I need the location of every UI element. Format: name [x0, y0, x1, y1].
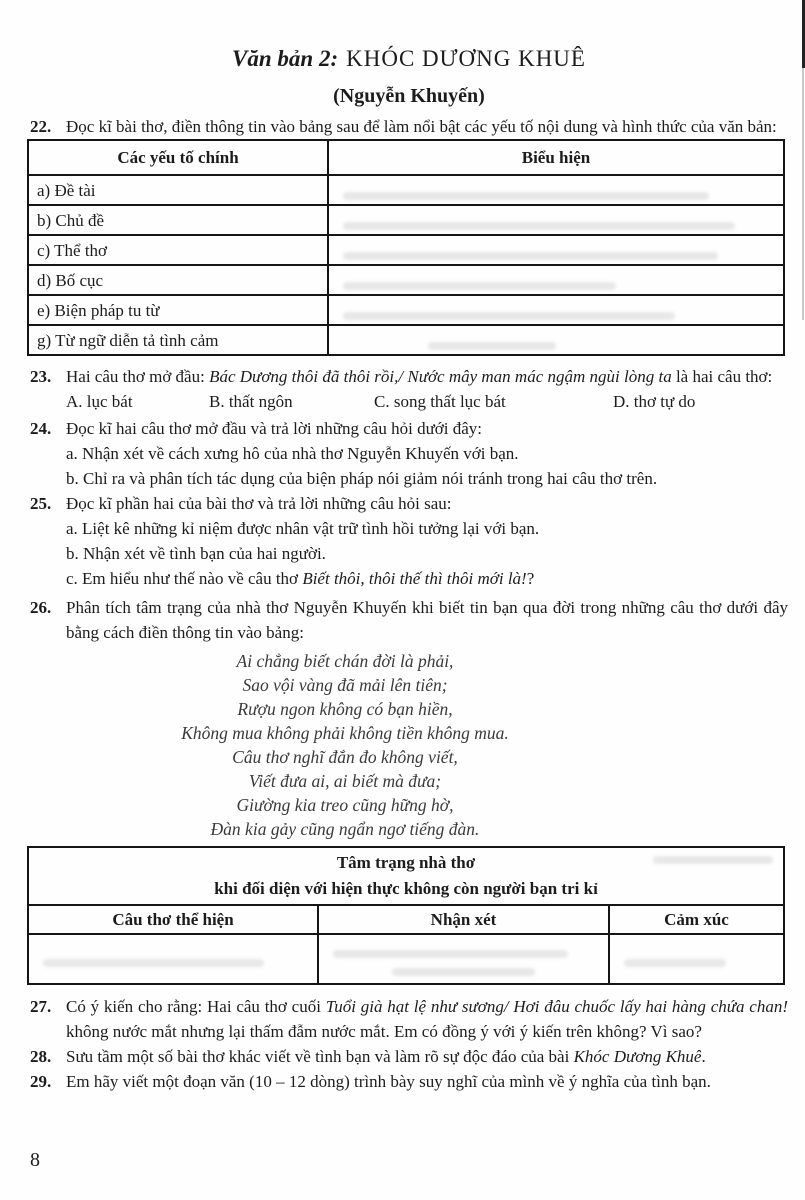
mood-table-title-line1: Tâm trạng nhà thơ: [336, 853, 476, 872]
bleedthrough-artifact: [624, 959, 726, 967]
bleedthrough-artifact: [333, 950, 568, 958]
question-25-text: Đọc kĩ phần hai của bài thơ và trả lời những câu hỏi sau:: [66, 494, 452, 513]
table2-header-verse: Câu thơ thể hiện: [28, 905, 318, 934]
table-row: [28, 325, 784, 355]
question-25-item-c: [66, 566, 788, 591]
poem-line: Viết đưa ai, ai biết mà đưa;: [248, 771, 442, 791]
question-23-prefix: Hai câu thơ mở đầu:: [66, 367, 210, 386]
table2-cell-emotion: [609, 934, 784, 984]
option-d: D. thơ tự do: [613, 392, 696, 411]
document-title: [30, 44, 788, 74]
question-24-number: 24.: [30, 419, 52, 438]
question-28-suffix: .: [701, 1047, 706, 1066]
table-title-row: [28, 847, 784, 905]
table1-row-value: [328, 205, 784, 235]
question-22-number: 22.: [30, 117, 52, 136]
question-23-options: [30, 389, 788, 414]
question-26-text: Phân tích tâm trạng của nhà thơ Nguyễn Khuyến khi biết tin bạn qua đời trong những câu thơ dưới đây bằng cách điền thông tin vào bảng:: [66, 598, 788, 642]
table1-row-label: d) Bố cục: [28, 265, 328, 295]
table1-row-label: c) Thể thơ: [28, 235, 328, 265]
question-28-quote: Khóc Dương Khuê: [573, 1047, 702, 1066]
page-number: 8: [30, 1149, 40, 1171]
question-27-suffix: không nước mắt nhưng lại thấm đẫm nước mắt. Em có đồng ý với ý kiến trên không? Vì sao?: [66, 1022, 702, 1041]
item-c-prefix: c. Em hiểu như thế nào về câu thơ: [66, 569, 303, 588]
poem-quotation: [30, 649, 660, 841]
bleedthrough-artifact: [343, 312, 675, 320]
question-24: [30, 416, 788, 491]
table2-header-emotion: Cảm xúc: [609, 905, 784, 934]
table-header-row: [28, 140, 784, 175]
table2-cell-verse: [28, 934, 318, 984]
bleedthrough-artifact: [343, 282, 616, 290]
option-a: A. lục bát: [66, 392, 133, 411]
question-23: [30, 364, 788, 389]
poem-line: Giường kia treo cũng hững hờ,: [236, 795, 454, 815]
question-29-text: Em hãy viết một đoạn văn (10 – 12 dòng) trình bày suy nghĩ của mình về ý nghĩa của tình bạn.: [66, 1072, 711, 1091]
bleedthrough-artifact: [343, 252, 718, 260]
table2-header-comment: Nhận xét: [318, 905, 609, 934]
question-23-suffix: là hai câu thơ:: [671, 367, 773, 386]
scan-edge-artifact: [802, 60, 804, 320]
title-main: KHÓC DƯƠNG KHUÊ: [346, 46, 586, 71]
question-24-text: Đọc kĩ hai câu thơ mở đầu và trả lời những câu hỏi dưới đây:: [66, 419, 483, 438]
table-row: [28, 235, 784, 265]
table1-row-value: [328, 265, 784, 295]
question-27: [30, 994, 788, 1044]
table-row: [28, 265, 784, 295]
table-row: [28, 934, 784, 984]
poem-line: Sao vội vàng đã mải lên tiên;: [242, 675, 448, 695]
bleedthrough-artifact: [653, 856, 773, 864]
question-22-text: Đọc kĩ bài thơ, điền thông tin vào bảng sau để làm nổi bật các yếu tố nội dung và hình thức của văn bản:: [66, 117, 777, 136]
poem-line: Không mua không phải không tiền không mua.: [181, 723, 509, 743]
question-25-item-b: b. Nhận xét về tình bạn của hai người.: [66, 544, 326, 563]
question-26: [30, 595, 788, 645]
question-22: [30, 114, 788, 139]
table1-row-label: a) Đề tài: [28, 175, 328, 205]
question-27-quote: Tuổi già hạt lệ như sương/ Hơi đâu chuốc lấy hai hàng chứa chan!: [325, 997, 789, 1016]
key-elements-table: [27, 139, 785, 356]
table1-header-expression: Biểu hiện: [328, 140, 784, 175]
question-27-number: 27.: [30, 997, 52, 1016]
question-24-item-b: b. Chỉ ra và phân tích tác dụng của biện pháp nói giảm nói tránh trong hai câu thơ trên.: [66, 469, 658, 488]
table1-row-value: [328, 325, 784, 355]
item-c-quote: Biết thôi, thôi thế thì thôi mới là!: [302, 569, 527, 588]
mood-table: [27, 846, 785, 985]
option-c: C. song thất lục bát: [374, 392, 506, 411]
document-author: (Nguyễn Khuyến): [333, 85, 485, 107]
bleedthrough-artifact: [392, 968, 536, 976]
table2-cell-comment: [318, 934, 609, 984]
title-prefix: Văn bản 2:: [232, 46, 339, 71]
question-24-item-a: a. Nhận xét về cách xưng hô của nhà thơ Nguyễn Khuyến với bạn.: [66, 444, 519, 463]
question-26-number: 26.: [30, 598, 52, 617]
table1-row-value: [328, 295, 784, 325]
bleedthrough-artifact: [343, 222, 735, 230]
bleedthrough-artifact: [343, 192, 709, 200]
mood-table-title-line2: khi đối diện với hiện thực không còn người bạn tri kỉ: [214, 879, 598, 898]
question-23-quote: Bác Dương thôi đã thôi rồi,/ Nước mây man mác ngậm ngùi lòng ta: [209, 367, 672, 386]
item-c-suffix: ?: [526, 569, 535, 588]
table-header-row: [28, 905, 784, 934]
bleedthrough-artifact: [43, 959, 264, 967]
table1-row-value: [328, 235, 784, 265]
question-25-number: 25.: [30, 494, 52, 513]
table-row: [28, 295, 784, 325]
mood-table-title: [28, 847, 784, 905]
question-28-prefix: Sưu tầm một số bài thơ khác viết về tình bạn và làm rõ sự độc đáo của bài: [66, 1047, 574, 1066]
table1-row-label: e) Biện pháp tu từ: [28, 295, 328, 325]
table1-header-elements: Các yếu tố chính: [28, 140, 328, 175]
table1-row-label: b) Chủ đề: [28, 205, 328, 235]
poem-line: Đàn kia gảy cũng ngẩn ngơ tiếng đàn.: [210, 819, 480, 839]
question-27-text: [66, 997, 788, 1041]
poem-line: Rượu ngon không có bạn hiền,: [237, 699, 453, 719]
question-28-number: 28.: [30, 1047, 52, 1066]
question-29: [30, 1069, 788, 1094]
option-b: B. thất ngôn: [209, 392, 293, 411]
table1-row-label: g) Từ ngữ diễn tả tình cảm: [28, 325, 328, 355]
question-25: [30, 491, 788, 591]
question-23-number: 23.: [30, 367, 52, 386]
question-27-prefix: Có ý kiến cho rằng: Hai câu thơ cuối: [66, 997, 326, 1016]
bleedthrough-artifact: [428, 342, 556, 350]
question-23-text: [66, 367, 772, 386]
table1-row-value: [328, 175, 784, 205]
question-25-item-a: a. Liệt kê những kỉ niệm được nhân vật trữ tình hồi tưởng lại với bạn.: [66, 519, 540, 538]
table-row: [28, 205, 784, 235]
question-28: [30, 1044, 788, 1069]
question-28-text: [66, 1047, 706, 1066]
poem-line: Ai chẳng biết chán đời là phải,: [236, 651, 454, 671]
table-row: [28, 175, 784, 205]
poem-line: Câu thơ nghĩ đắn đo không viết,: [232, 747, 458, 767]
question-29-number: 29.: [30, 1072, 52, 1091]
